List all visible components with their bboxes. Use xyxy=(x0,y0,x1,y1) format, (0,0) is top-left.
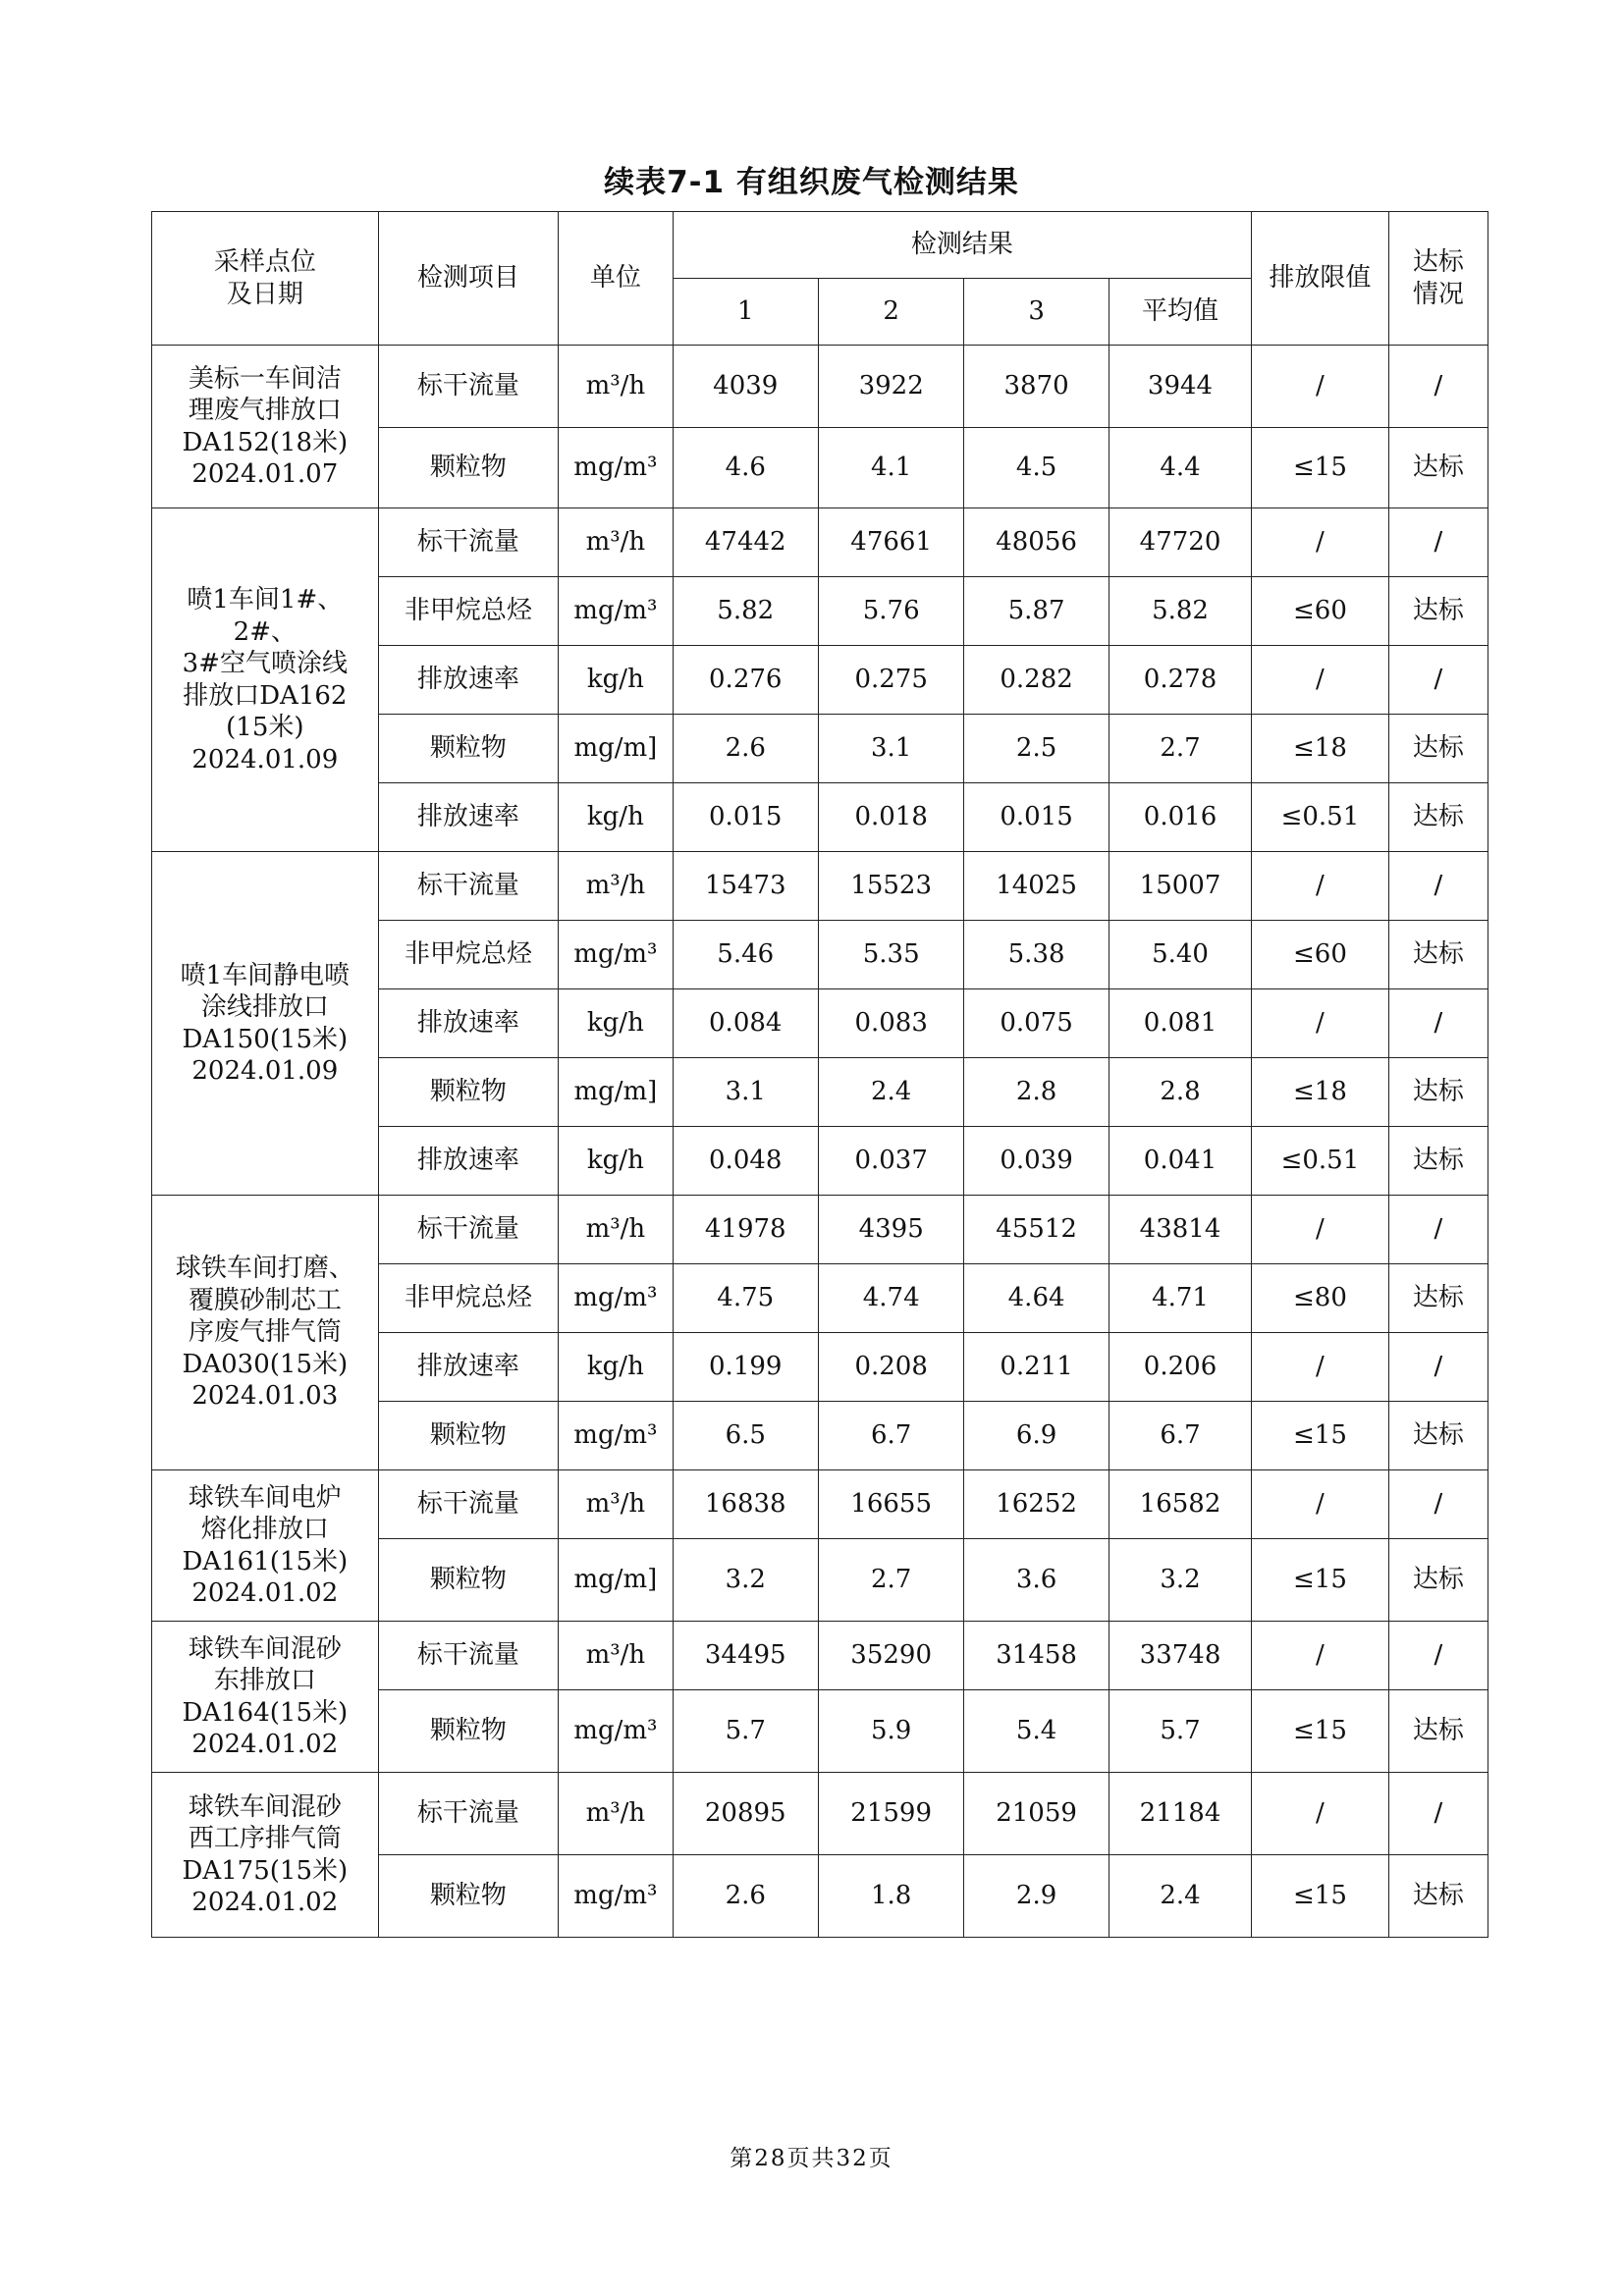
result-2-cell: 47661 xyxy=(818,508,963,577)
sampling-site-cell: 美标一车间洁 理废气排放口 DA152(18米) 2024.01.07 xyxy=(152,346,379,508)
unit-cell: mg/m] xyxy=(559,715,673,783)
result-1-cell: 16838 xyxy=(673,1470,818,1539)
result-3-cell: 16252 xyxy=(964,1470,1109,1539)
result-3-cell: 14025 xyxy=(964,852,1109,921)
result-3-cell: 21059 xyxy=(964,1773,1109,1855)
limit-cell: / xyxy=(1252,1470,1388,1539)
unit-cell: mg/m³ xyxy=(559,921,673,989)
item-cell: 颗粒物 xyxy=(378,1402,559,1470)
status-cell: / xyxy=(1388,852,1488,921)
result-3-cell: 0.075 xyxy=(964,989,1109,1058)
status-cell: 达标 xyxy=(1388,1264,1488,1333)
average-cell: 33748 xyxy=(1109,1622,1251,1690)
result-2-cell: 4.1 xyxy=(818,428,963,508)
status-cell: 达标 xyxy=(1388,1058,1488,1127)
result-3-cell: 6.9 xyxy=(964,1402,1109,1470)
header-limit: 排放限值 xyxy=(1252,212,1388,346)
average-cell: 4.71 xyxy=(1109,1264,1251,1333)
result-3-cell: 48056 xyxy=(964,508,1109,577)
average-cell: 0.206 xyxy=(1109,1333,1251,1402)
unit-cell: mg/m³ xyxy=(559,1402,673,1470)
result-1-cell: 15473 xyxy=(673,852,818,921)
page-footer: 第28页共32页 xyxy=(730,2146,893,2171)
sampling-site-cell: 球铁车间混砂 东排放口 DA164(15米) 2024.01.02 xyxy=(152,1622,379,1773)
average-cell: 2.8 xyxy=(1109,1058,1251,1127)
unit-cell: kg/h xyxy=(559,1127,673,1196)
result-1-cell: 3.1 xyxy=(673,1058,818,1127)
status-cell: 达标 xyxy=(1388,783,1488,852)
status-cell: 达标 xyxy=(1388,428,1488,508)
result-3-cell: 4.64 xyxy=(964,1264,1109,1333)
average-cell: 3944 xyxy=(1109,346,1251,428)
result-1-cell: 0.048 xyxy=(673,1127,818,1196)
header-average: 平均值 xyxy=(1109,279,1251,346)
limit-cell: ≤15 xyxy=(1252,1539,1388,1622)
status-cell: / xyxy=(1388,346,1488,428)
average-cell: 2.7 xyxy=(1109,715,1251,783)
result-2-cell: 5.35 xyxy=(818,921,963,989)
limit-cell: ≤0.51 xyxy=(1252,783,1388,852)
table-row xyxy=(152,346,1488,428)
unit-cell: mg/m³ xyxy=(559,1264,673,1333)
item-cell: 标干流量 xyxy=(378,1196,559,1264)
status-cell: / xyxy=(1388,1196,1488,1264)
header-unit: 单位 xyxy=(559,212,673,346)
limit-cell: / xyxy=(1252,989,1388,1058)
unit-cell: m³/h xyxy=(559,346,673,428)
result-3-cell: 45512 xyxy=(964,1196,1109,1264)
status-cell: / xyxy=(1388,1470,1488,1539)
limit-cell: / xyxy=(1252,852,1388,921)
average-cell: 3.2 xyxy=(1109,1539,1251,1622)
result-1-cell: 0.276 xyxy=(673,646,818,715)
result-1-cell: 5.82 xyxy=(673,577,818,646)
item-cell: 标干流量 xyxy=(378,1773,559,1855)
result-2-cell: 0.083 xyxy=(818,989,963,1058)
item-cell: 排放速率 xyxy=(378,783,559,852)
sampling-site-cell: 球铁车间电炉 熔化排放口 DA161(15米) 2024.01.02 xyxy=(152,1470,379,1622)
header-results: 检测结果 xyxy=(673,212,1252,279)
status-cell: / xyxy=(1388,1333,1488,1402)
item-cell: 排放速率 xyxy=(378,989,559,1058)
result-3-cell: 0.211 xyxy=(964,1333,1109,1402)
result-1-cell: 4039 xyxy=(673,346,818,428)
table-row xyxy=(152,508,1488,577)
item-cell: 颗粒物 xyxy=(378,715,559,783)
item-cell: 排放速率 xyxy=(378,1333,559,1402)
sampling-site-cell: 喷1车间1#、2#、 3#空气喷涂线 排放口DA162 (15米) 2024.01.09 xyxy=(152,508,379,852)
result-1-cell: 0.084 xyxy=(673,989,818,1058)
result-2-cell: 16655 xyxy=(818,1470,963,1539)
status-cell: / xyxy=(1388,1773,1488,1855)
result-2-cell: 4395 xyxy=(818,1196,963,1264)
limit-cell: ≤15 xyxy=(1252,1402,1388,1470)
average-cell: 0.041 xyxy=(1109,1127,1251,1196)
average-cell: 5.7 xyxy=(1109,1690,1251,1773)
item-cell: 非甲烷总烃 xyxy=(378,921,559,989)
table-row xyxy=(152,1196,1488,1264)
average-cell: 15007 xyxy=(1109,852,1251,921)
header-site: 采样点位 及日期 xyxy=(152,212,379,346)
status-cell: 达标 xyxy=(1388,577,1488,646)
limit-cell: ≤18 xyxy=(1252,715,1388,783)
limit-cell: / xyxy=(1252,1333,1388,1402)
item-cell: 标干流量 xyxy=(378,852,559,921)
table-body xyxy=(152,346,1488,1938)
limit-cell: ≤15 xyxy=(1252,1690,1388,1773)
status-cell: 达标 xyxy=(1388,715,1488,783)
sampling-site-cell: 球铁车间打磨、 覆膜砂制芯工 序废气排气筒 DA030(15米) 2024.01.03 xyxy=(152,1196,379,1470)
item-cell: 标干流量 xyxy=(378,1622,559,1690)
table-row xyxy=(152,1622,1488,1690)
result-3-cell: 5.87 xyxy=(964,577,1109,646)
result-2-cell: 0.018 xyxy=(818,783,963,852)
header-result-1: 1 xyxy=(673,279,818,346)
result-2-cell: 0.275 xyxy=(818,646,963,715)
header-result-3: 3 xyxy=(964,279,1109,346)
status-cell: 达标 xyxy=(1388,1855,1488,1938)
status-cell: 达标 xyxy=(1388,1127,1488,1196)
limit-cell: ≤15 xyxy=(1252,1855,1388,1938)
unit-cell: mg/m] xyxy=(559,1058,673,1127)
limit-cell: ≤60 xyxy=(1252,921,1388,989)
result-3-cell: 2.9 xyxy=(964,1855,1109,1938)
result-3-cell: 0.282 xyxy=(964,646,1109,715)
unit-cell: kg/h xyxy=(559,989,673,1058)
result-1-cell: 41978 xyxy=(673,1196,818,1264)
result-1-cell: 47442 xyxy=(673,508,818,577)
result-3-cell: 0.039 xyxy=(964,1127,1109,1196)
result-1-cell: 6.5 xyxy=(673,1402,818,1470)
unit-cell: m³/h xyxy=(559,852,673,921)
result-3-cell: 2.8 xyxy=(964,1058,1109,1127)
limit-cell: ≤18 xyxy=(1252,1058,1388,1127)
average-cell: 6.7 xyxy=(1109,1402,1251,1470)
result-3-cell: 31458 xyxy=(964,1622,1109,1690)
unit-cell: m³/h xyxy=(559,508,673,577)
result-2-cell: 4.74 xyxy=(818,1264,963,1333)
limit-cell: / xyxy=(1252,1773,1388,1855)
limit-cell: ≤60 xyxy=(1252,577,1388,646)
unit-cell: kg/h xyxy=(559,1333,673,1402)
result-2-cell: 1.8 xyxy=(818,1855,963,1938)
status-cell: 达标 xyxy=(1388,1539,1488,1622)
limit-cell: / xyxy=(1252,646,1388,715)
result-2-cell: 5.76 xyxy=(818,577,963,646)
average-cell: 47720 xyxy=(1109,508,1251,577)
average-cell: 2.4 xyxy=(1109,1855,1251,1938)
result-2-cell: 15523 xyxy=(818,852,963,921)
unit-cell: kg/h xyxy=(559,783,673,852)
result-2-cell: 3922 xyxy=(818,346,963,428)
unit-cell: mg/m] xyxy=(559,1539,673,1622)
sampling-site-cell: 喷1车间静电喷 涂线排放口 DA150(15米) 2024.01.09 xyxy=(152,852,379,1196)
unit-cell: m³/h xyxy=(559,1773,673,1855)
status-cell: 达标 xyxy=(1388,1402,1488,1470)
status-cell: / xyxy=(1388,508,1488,577)
result-1-cell: 2.6 xyxy=(673,1855,818,1938)
result-2-cell: 3.1 xyxy=(818,715,963,783)
status-cell: 达标 xyxy=(1388,1690,1488,1773)
result-1-cell: 3.2 xyxy=(673,1539,818,1622)
result-2-cell: 2.7 xyxy=(818,1539,963,1622)
average-cell: 16582 xyxy=(1109,1470,1251,1539)
result-2-cell: 2.4 xyxy=(818,1058,963,1127)
header-result-2: 2 xyxy=(818,279,963,346)
result-1-cell: 4.6 xyxy=(673,428,818,508)
limit-cell: / xyxy=(1252,508,1388,577)
unit-cell: m³/h xyxy=(559,1196,673,1264)
unit-cell: mg/m³ xyxy=(559,1690,673,1773)
result-3-cell: 2.5 xyxy=(964,715,1109,783)
unit-cell: m³/h xyxy=(559,1622,673,1690)
result-3-cell: 3870 xyxy=(964,346,1109,428)
result-3-cell: 5.38 xyxy=(964,921,1109,989)
unit-cell: kg/h xyxy=(559,646,673,715)
average-cell: 5.82 xyxy=(1109,577,1251,646)
table-row xyxy=(152,852,1488,921)
item-cell: 颗粒物 xyxy=(378,1855,559,1938)
item-cell: 非甲烷总烃 xyxy=(378,1264,559,1333)
table-title: 续表7-1 有组织废气检测结果 xyxy=(604,165,1019,200)
average-cell: 5.40 xyxy=(1109,921,1251,989)
result-1-cell: 0.199 xyxy=(673,1333,818,1402)
result-2-cell: 0.208 xyxy=(818,1333,963,1402)
limit-cell: ≤80 xyxy=(1252,1264,1388,1333)
result-3-cell: 4.5 xyxy=(964,428,1109,508)
result-1-cell: 20895 xyxy=(673,1773,818,1855)
result-1-cell: 34495 xyxy=(673,1622,818,1690)
average-cell: 0.278 xyxy=(1109,646,1251,715)
sampling-site-cell: 球铁车间混砂 西工序排气筒 DA175(15米) 2024.01.02 xyxy=(152,1773,379,1938)
header-item: 检测项目 xyxy=(378,212,559,346)
result-2-cell: 0.037 xyxy=(818,1127,963,1196)
result-2-cell: 21599 xyxy=(818,1773,963,1855)
item-cell: 颗粒物 xyxy=(378,428,559,508)
item-cell: 颗粒物 xyxy=(378,1058,559,1127)
status-cell: 达标 xyxy=(1388,921,1488,989)
result-1-cell: 5.46 xyxy=(673,921,818,989)
result-3-cell: 0.015 xyxy=(964,783,1109,852)
result-2-cell: 5.9 xyxy=(818,1690,963,1773)
unit-cell: mg/m³ xyxy=(559,577,673,646)
limit-cell: ≤0.51 xyxy=(1252,1127,1388,1196)
item-cell: 颗粒物 xyxy=(378,1690,559,1773)
result-3-cell: 3.6 xyxy=(964,1539,1109,1622)
unit-cell: mg/m³ xyxy=(559,428,673,508)
average-cell: 43814 xyxy=(1109,1196,1251,1264)
limit-cell: / xyxy=(1252,1622,1388,1690)
limit-cell: ≤15 xyxy=(1252,428,1388,508)
average-cell: 21184 xyxy=(1109,1773,1251,1855)
limit-cell: / xyxy=(1252,1196,1388,1264)
result-1-cell: 2.6 xyxy=(673,715,818,783)
item-cell: 非甲烷总烃 xyxy=(378,577,559,646)
exhaust-gas-results-table xyxy=(151,211,1488,1938)
status-cell: / xyxy=(1388,989,1488,1058)
average-cell: 0.016 xyxy=(1109,783,1251,852)
result-1-cell: 5.7 xyxy=(673,1690,818,1773)
item-cell: 标干流量 xyxy=(378,1470,559,1539)
result-2-cell: 35290 xyxy=(818,1622,963,1690)
unit-cell: m³/h xyxy=(559,1470,673,1539)
item-cell: 标干流量 xyxy=(378,508,559,577)
item-cell: 排放速率 xyxy=(378,646,559,715)
item-cell: 颗粒物 xyxy=(378,1539,559,1622)
status-cell: / xyxy=(1388,646,1488,715)
average-cell: 4.4 xyxy=(1109,428,1251,508)
result-1-cell: 0.015 xyxy=(673,783,818,852)
unit-cell: mg/m³ xyxy=(559,1855,673,1938)
result-1-cell: 4.75 xyxy=(673,1264,818,1333)
average-cell: 0.081 xyxy=(1109,989,1251,1058)
item-cell: 排放速率 xyxy=(378,1127,559,1196)
limit-cell: / xyxy=(1252,346,1388,428)
table-row xyxy=(152,1470,1488,1539)
result-3-cell: 5.4 xyxy=(964,1690,1109,1773)
header-status: 达标 情况 xyxy=(1388,212,1488,346)
item-cell: 标干流量 xyxy=(378,346,559,428)
table-row xyxy=(152,1773,1488,1855)
status-cell: / xyxy=(1388,1622,1488,1690)
result-2-cell: 6.7 xyxy=(818,1402,963,1470)
